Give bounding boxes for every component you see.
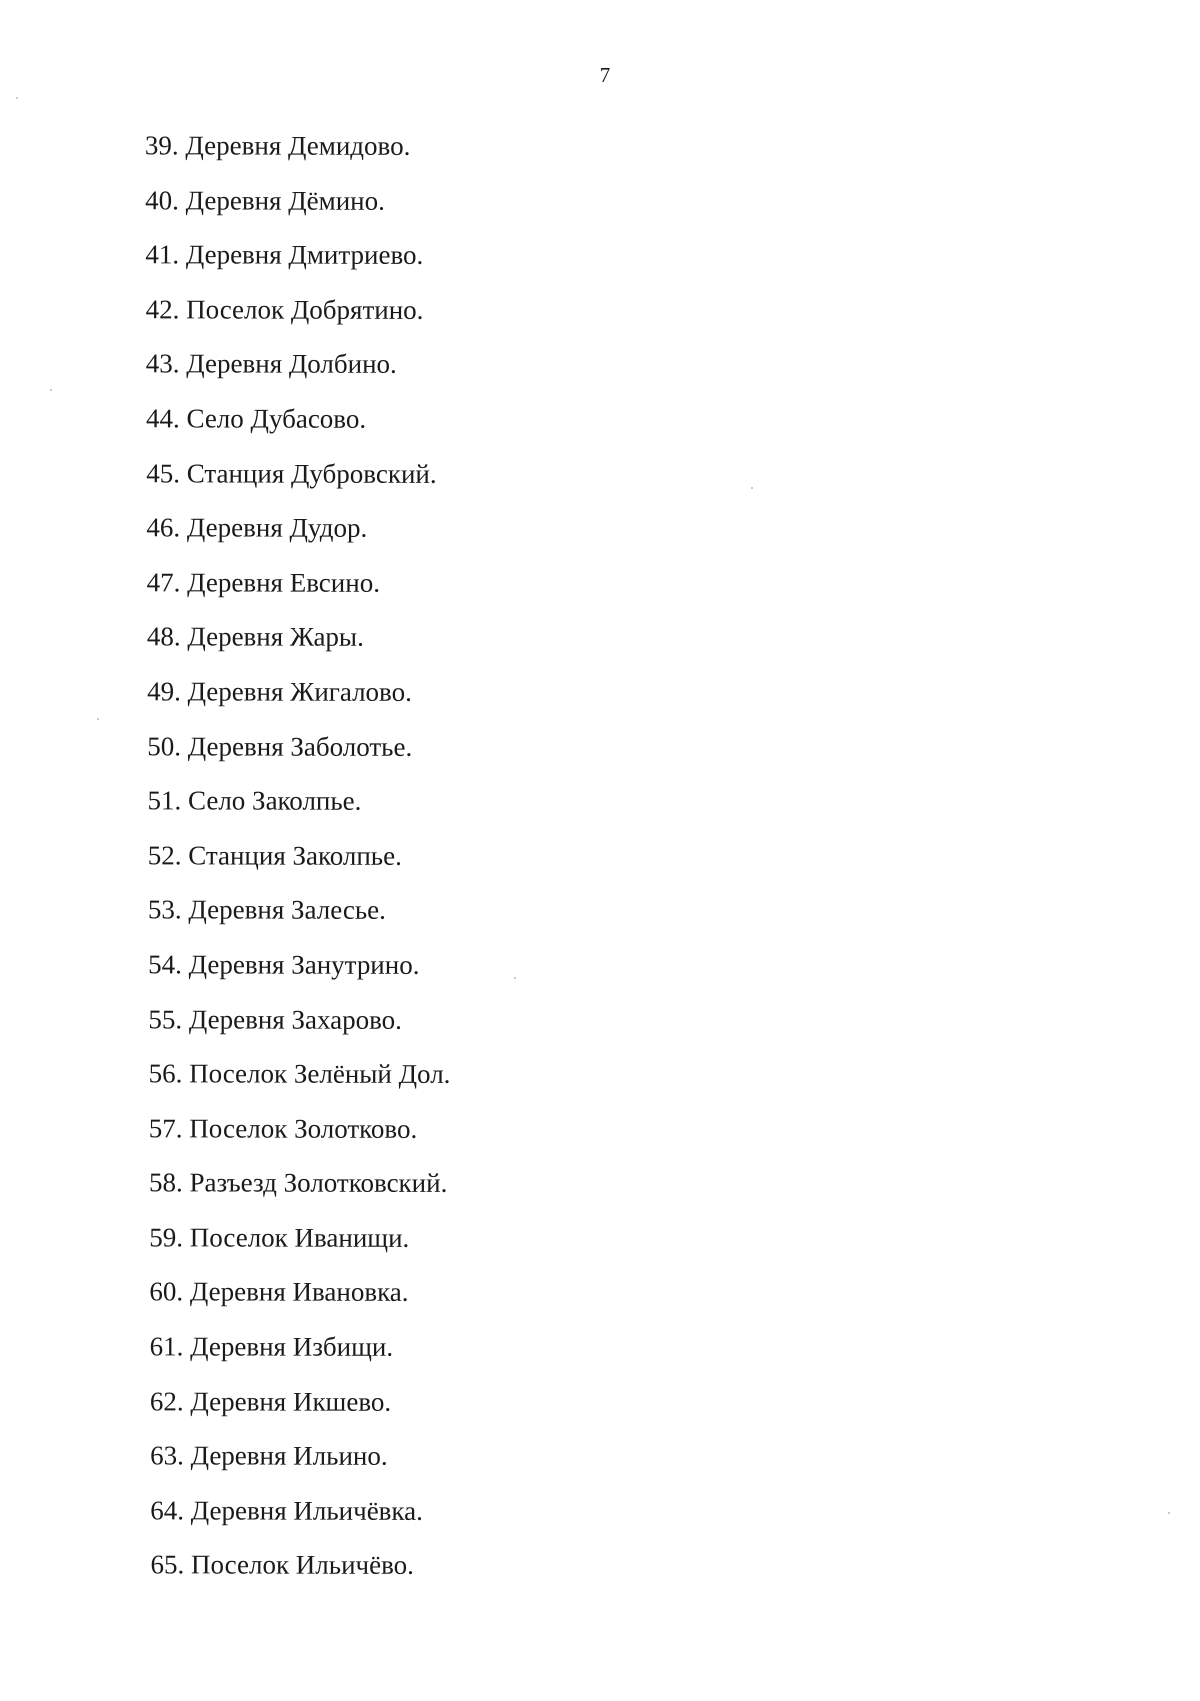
list-item-number: 46.: [146, 512, 181, 543]
list-item: [0, 1428, 1200, 1485]
list-item: [0, 1155, 1200, 1212]
list-item-number: 63.: [150, 1440, 184, 1471]
list-item: [0, 882, 1200, 939]
list-item-text: Деревня Долбино.: [186, 348, 397, 380]
list-item-text: Поселок Добрятино.: [186, 294, 424, 325]
list-item: [0, 282, 1200, 339]
list-item-text: Деревня Избищи.: [190, 1331, 394, 1362]
list-item-text: Поселок Иванищи.: [189, 1222, 410, 1253]
list-item: [0, 1046, 1200, 1103]
list-item-number: 44.: [145, 403, 180, 434]
list-item: [0, 446, 1200, 503]
scan-speck: [16, 97, 18, 99]
list-item: [0, 1264, 1200, 1321]
list-item-number: 62.: [149, 1385, 184, 1417]
list-item-text: Разъезд Золотковский.: [189, 1167, 448, 1199]
list-item-text: Деревня Ивановка.: [189, 1276, 409, 1308]
list-item: [0, 1374, 1200, 1431]
scan-speck: [514, 977, 516, 979]
list-item-text: Деревня Залесье.: [188, 894, 386, 926]
list-item-text: Деревня Жары.: [187, 621, 364, 653]
list-item-text: Деревня Занутрино.: [188, 949, 420, 980]
list-item: [0, 173, 1200, 230]
list-item-text: Село Дубасово.: [186, 403, 367, 434]
list-item: [0, 773, 1200, 830]
list-item-number: 59.: [149, 1222, 184, 1253]
list-item-number: 47.: [146, 567, 181, 598]
list-item: [0, 1210, 1200, 1267]
list-item-number: 41.: [145, 239, 180, 270]
list-item-number: 65.: [150, 1549, 185, 1580]
list-item-number: 43.: [145, 348, 180, 379]
list-item-number: 39.: [144, 130, 179, 161]
list-item: [0, 1319, 1200, 1376]
page-number: 7: [599, 63, 611, 87]
list-item-text: Станция Дубровский.: [186, 457, 437, 489]
list-item-number: 54.: [148, 949, 182, 980]
list-item-number: 49.: [147, 676, 181, 707]
list-item-text: Деревня Дудор.: [186, 512, 368, 543]
list-item-text: Поселок Золотково.: [189, 1113, 418, 1144]
list-item: [0, 227, 1200, 284]
list-item: [0, 1537, 1200, 1594]
list-item-text: Деревня Дмитриево.: [185, 239, 424, 271]
list-item: [0, 992, 1200, 1049]
list-item-text: Деревня Жигалово.: [187, 676, 412, 707]
list-item: [0, 664, 1200, 721]
list-item-text: Село Заколпье.: [187, 785, 362, 816]
list-item-text: Поселок Зелёный Дол.: [189, 1058, 451, 1090]
list-item-number: 52.: [147, 840, 182, 871]
list-item-number: 60.: [149, 1276, 184, 1307]
list-item-text: Деревня Ильино.: [190, 1440, 388, 1472]
list-item-number: 42.: [145, 294, 180, 325]
settlement-list: [0, 118, 1200, 1592]
list-item-text: Деревня Ильичёвка.: [190, 1495, 423, 1526]
list-item: [0, 1101, 1200, 1158]
list-item: [0, 336, 1200, 393]
list-item-number: 56.: [148, 1058, 183, 1089]
list-item-text: Деревня Дёмино.: [185, 184, 385, 216]
list-item: [0, 1483, 1200, 1540]
list-item-number: 40.: [145, 184, 179, 215]
list-item-number: 55.: [148, 1003, 183, 1034]
scan-speck: [50, 389, 52, 391]
list-item: [0, 828, 1200, 885]
list-item: [0, 500, 1200, 557]
list-item-number: 57.: [148, 1112, 183, 1144]
list-item: [0, 719, 1200, 776]
list-item-number: 45.: [146, 457, 181, 488]
list-item-number: 51.: [147, 785, 182, 816]
list-item-number: 50.: [147, 730, 182, 761]
list-item: [0, 391, 1200, 448]
list-item-number: 58.: [148, 1167, 183, 1198]
list-item-text: Станция Заколпье.: [188, 840, 402, 871]
list-item-number: 48.: [146, 621, 181, 652]
list-item-text: Поселок Ильичёво.: [190, 1549, 414, 1581]
list-item: [0, 555, 1200, 612]
list-item-number: 64.: [150, 1495, 185, 1526]
scan-speck: [751, 487, 753, 489]
list-item-number: 53.: [147, 894, 182, 925]
list-item-text: Деревня Икшево.: [190, 1386, 392, 1417]
list-item: [0, 937, 1200, 994]
list-item-text: Деревня Захарово.: [188, 1003, 402, 1035]
list-item: [0, 609, 1200, 666]
list-item-text: Деревня Демидово.: [185, 130, 411, 161]
list-item-number: 61.: [149, 1331, 184, 1362]
list-item: [0, 118, 1200, 175]
list-item-text: Деревня Заболотье.: [187, 730, 413, 762]
list-item-text: Деревня Евсино.: [187, 567, 380, 598]
scan-speck: [97, 718, 99, 720]
scan-speck: [1168, 1512, 1170, 1514]
